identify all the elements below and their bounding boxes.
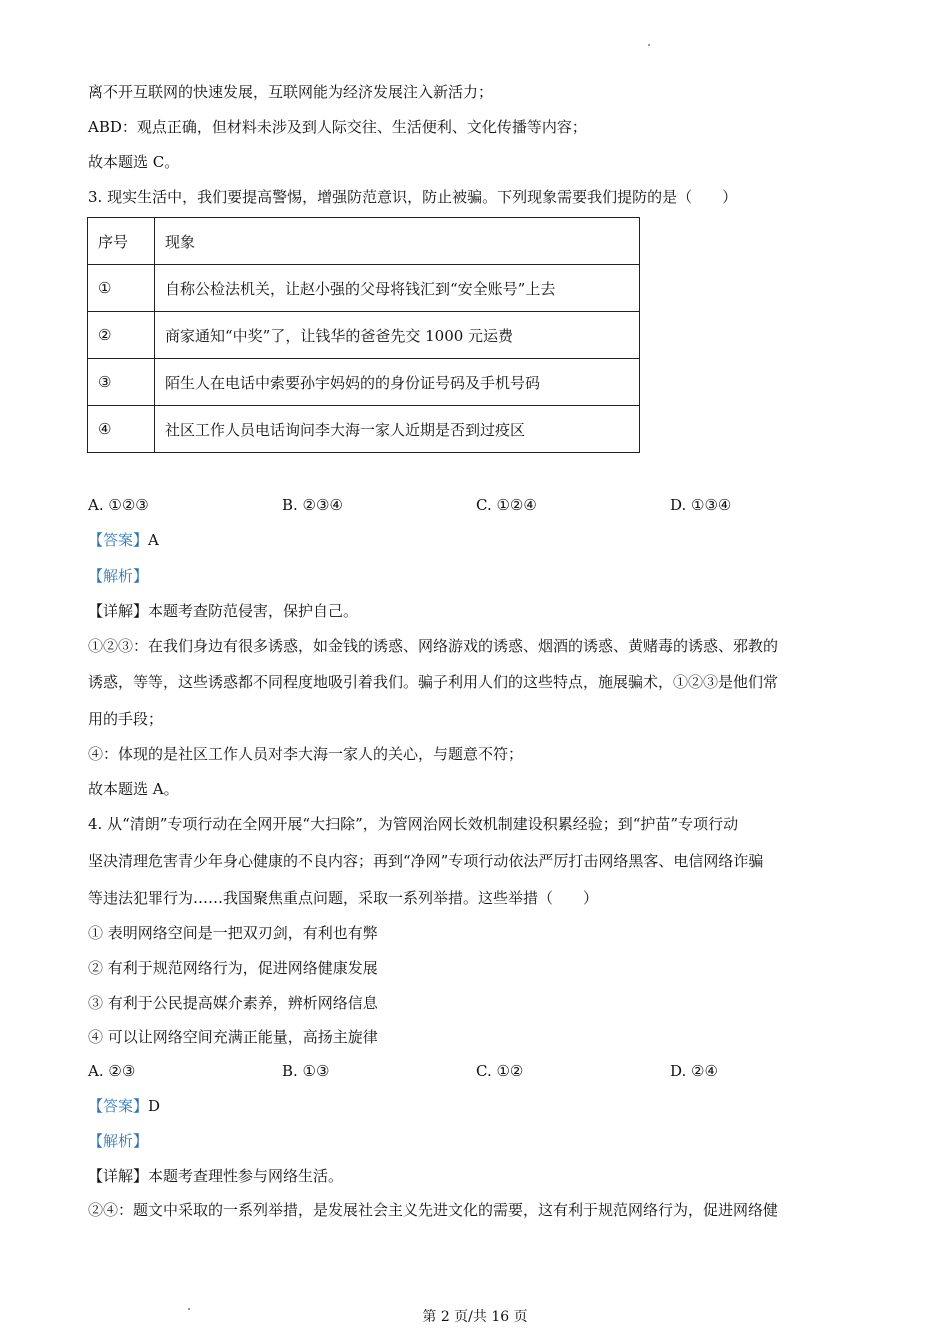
row-number: ② <box>88 312 155 359</box>
statement-item: ② 有利于规范网络行为，促进网络健康发展 <box>88 959 378 977</box>
scan-dot <box>648 44 650 46</box>
detail-line: 【详解】本题考查理性参与网络生活。 <box>88 1167 344 1185</box>
row-number: ① <box>88 265 155 312</box>
table-header-row <box>88 218 640 265</box>
table-row <box>88 406 640 453</box>
question-4-stem: 坚决清理危害青少年身心健康的不良内容；再到“净网”专项行动依法严厉打击网络黑客、电信网络诈骗 <box>88 852 764 870</box>
analysis-tag: 【解析】 <box>88 1132 149 1150</box>
row-text: 自称公检法机关，让赵小强的父母将钱汇到“安全账号”上去 <box>155 265 640 312</box>
table-row <box>88 312 640 359</box>
row-text: 商家通知“中奖”了，让钱华的爸爸先交 1000 元运费 <box>155 312 640 359</box>
row-text: 陌生人在电话中索要孙宇妈妈的的身份证号码及手机号码 <box>155 359 640 406</box>
phenomena-table <box>87 217 640 453</box>
detail-line: ①②③：在我们身边有很多诱惑，如金钱的诱惑、网络游戏的诱惑、烟酒的诱惑、黄赌毒的诱惑、邪教的 <box>88 637 779 655</box>
answer-line <box>88 1096 160 1116</box>
row-number: ③ <box>88 359 155 406</box>
row-number: ④ <box>88 406 155 453</box>
statement-item: ① 表明网络空间是一把双刃剑，有利也有弊 <box>88 924 378 942</box>
option-d: D. ①③④ <box>670 496 732 514</box>
option-c: C. ①②④ <box>476 496 537 514</box>
statement-item: ④ 可以让网络空间充满正能量，高扬主旋律 <box>88 1028 378 1046</box>
option-b: B. ②③④ <box>282 496 343 514</box>
table-row <box>88 265 640 312</box>
text-line: 离不开互联网的快速发展，互联网能为经济发展注入新活力； <box>88 83 494 101</box>
analysis-tag: 【解析】 <box>88 567 149 585</box>
detail-line: ②④：题文中采取的一系列举措，是发展社会主义先进文化的需要，这有利于规范网络行为，促进网络健 <box>88 1201 779 1219</box>
text-line: ABD：观点正确，但材料未涉及到人际交往、生活便利、文化传播等内容； <box>88 118 587 136</box>
option-c: C. ①② <box>476 1062 524 1080</box>
answer-tag: 【答案】 <box>88 1097 149 1115</box>
detail-line: ④：体现的是社区工作人员对李大海一家人的关心，与题意不符； <box>88 745 524 763</box>
question-3-stem: 3. 现实生活中，我们要提高警惕，增强防范意识，防止被骗。下列现象需要我们提防的是（ ） <box>88 188 738 206</box>
option-b: B. ①③ <box>282 1062 330 1080</box>
text-line: 故本题选 C。 <box>88 153 180 171</box>
detail-line: 诱惑，等等，这些诱惑都不同程度地吸引着我们。骗子利用人们的这些特点，施展骗术，①②③是他们常 <box>88 673 779 691</box>
question-4-stem: 4. 从“清朗”专项行动在全网开展“大扫除”，为管网治网长效机制建设积累经验；到“护苗”专项行动 <box>88 815 739 833</box>
detail-line: 故本题选 A。 <box>88 780 179 798</box>
option-d: D. ②④ <box>670 1062 718 1080</box>
statement-item: ③ 有利于公民提高媒介素养，辨析网络信息 <box>88 994 378 1012</box>
header-number: 序号 <box>88 218 155 265</box>
answer-line <box>88 530 159 550</box>
answer-tag: 【答案】 <box>88 531 149 549</box>
row-text: 社区工作人员电话询问李大海一家人近期是否到过疫区 <box>155 406 640 453</box>
header-phenomenon: 现象 <box>155 218 640 265</box>
detail-line: 用的手段； <box>88 710 164 728</box>
table-row <box>88 359 640 406</box>
option-a: A. ①②③ <box>88 496 149 514</box>
detail-line: 【详解】本题考查防范侵害，保护自己。 <box>88 602 359 620</box>
question-4-stem: 等违法犯罪行为……我国聚焦重点问题，采取一系列举措。这些举措（ ） <box>88 889 599 907</box>
answer-value: A <box>148 531 159 549</box>
page-footer: 第 2 页/共 16 页 <box>422 1309 528 1325</box>
answer-value: D <box>148 1097 161 1115</box>
option-a: A. ②③ <box>88 1062 136 1080</box>
